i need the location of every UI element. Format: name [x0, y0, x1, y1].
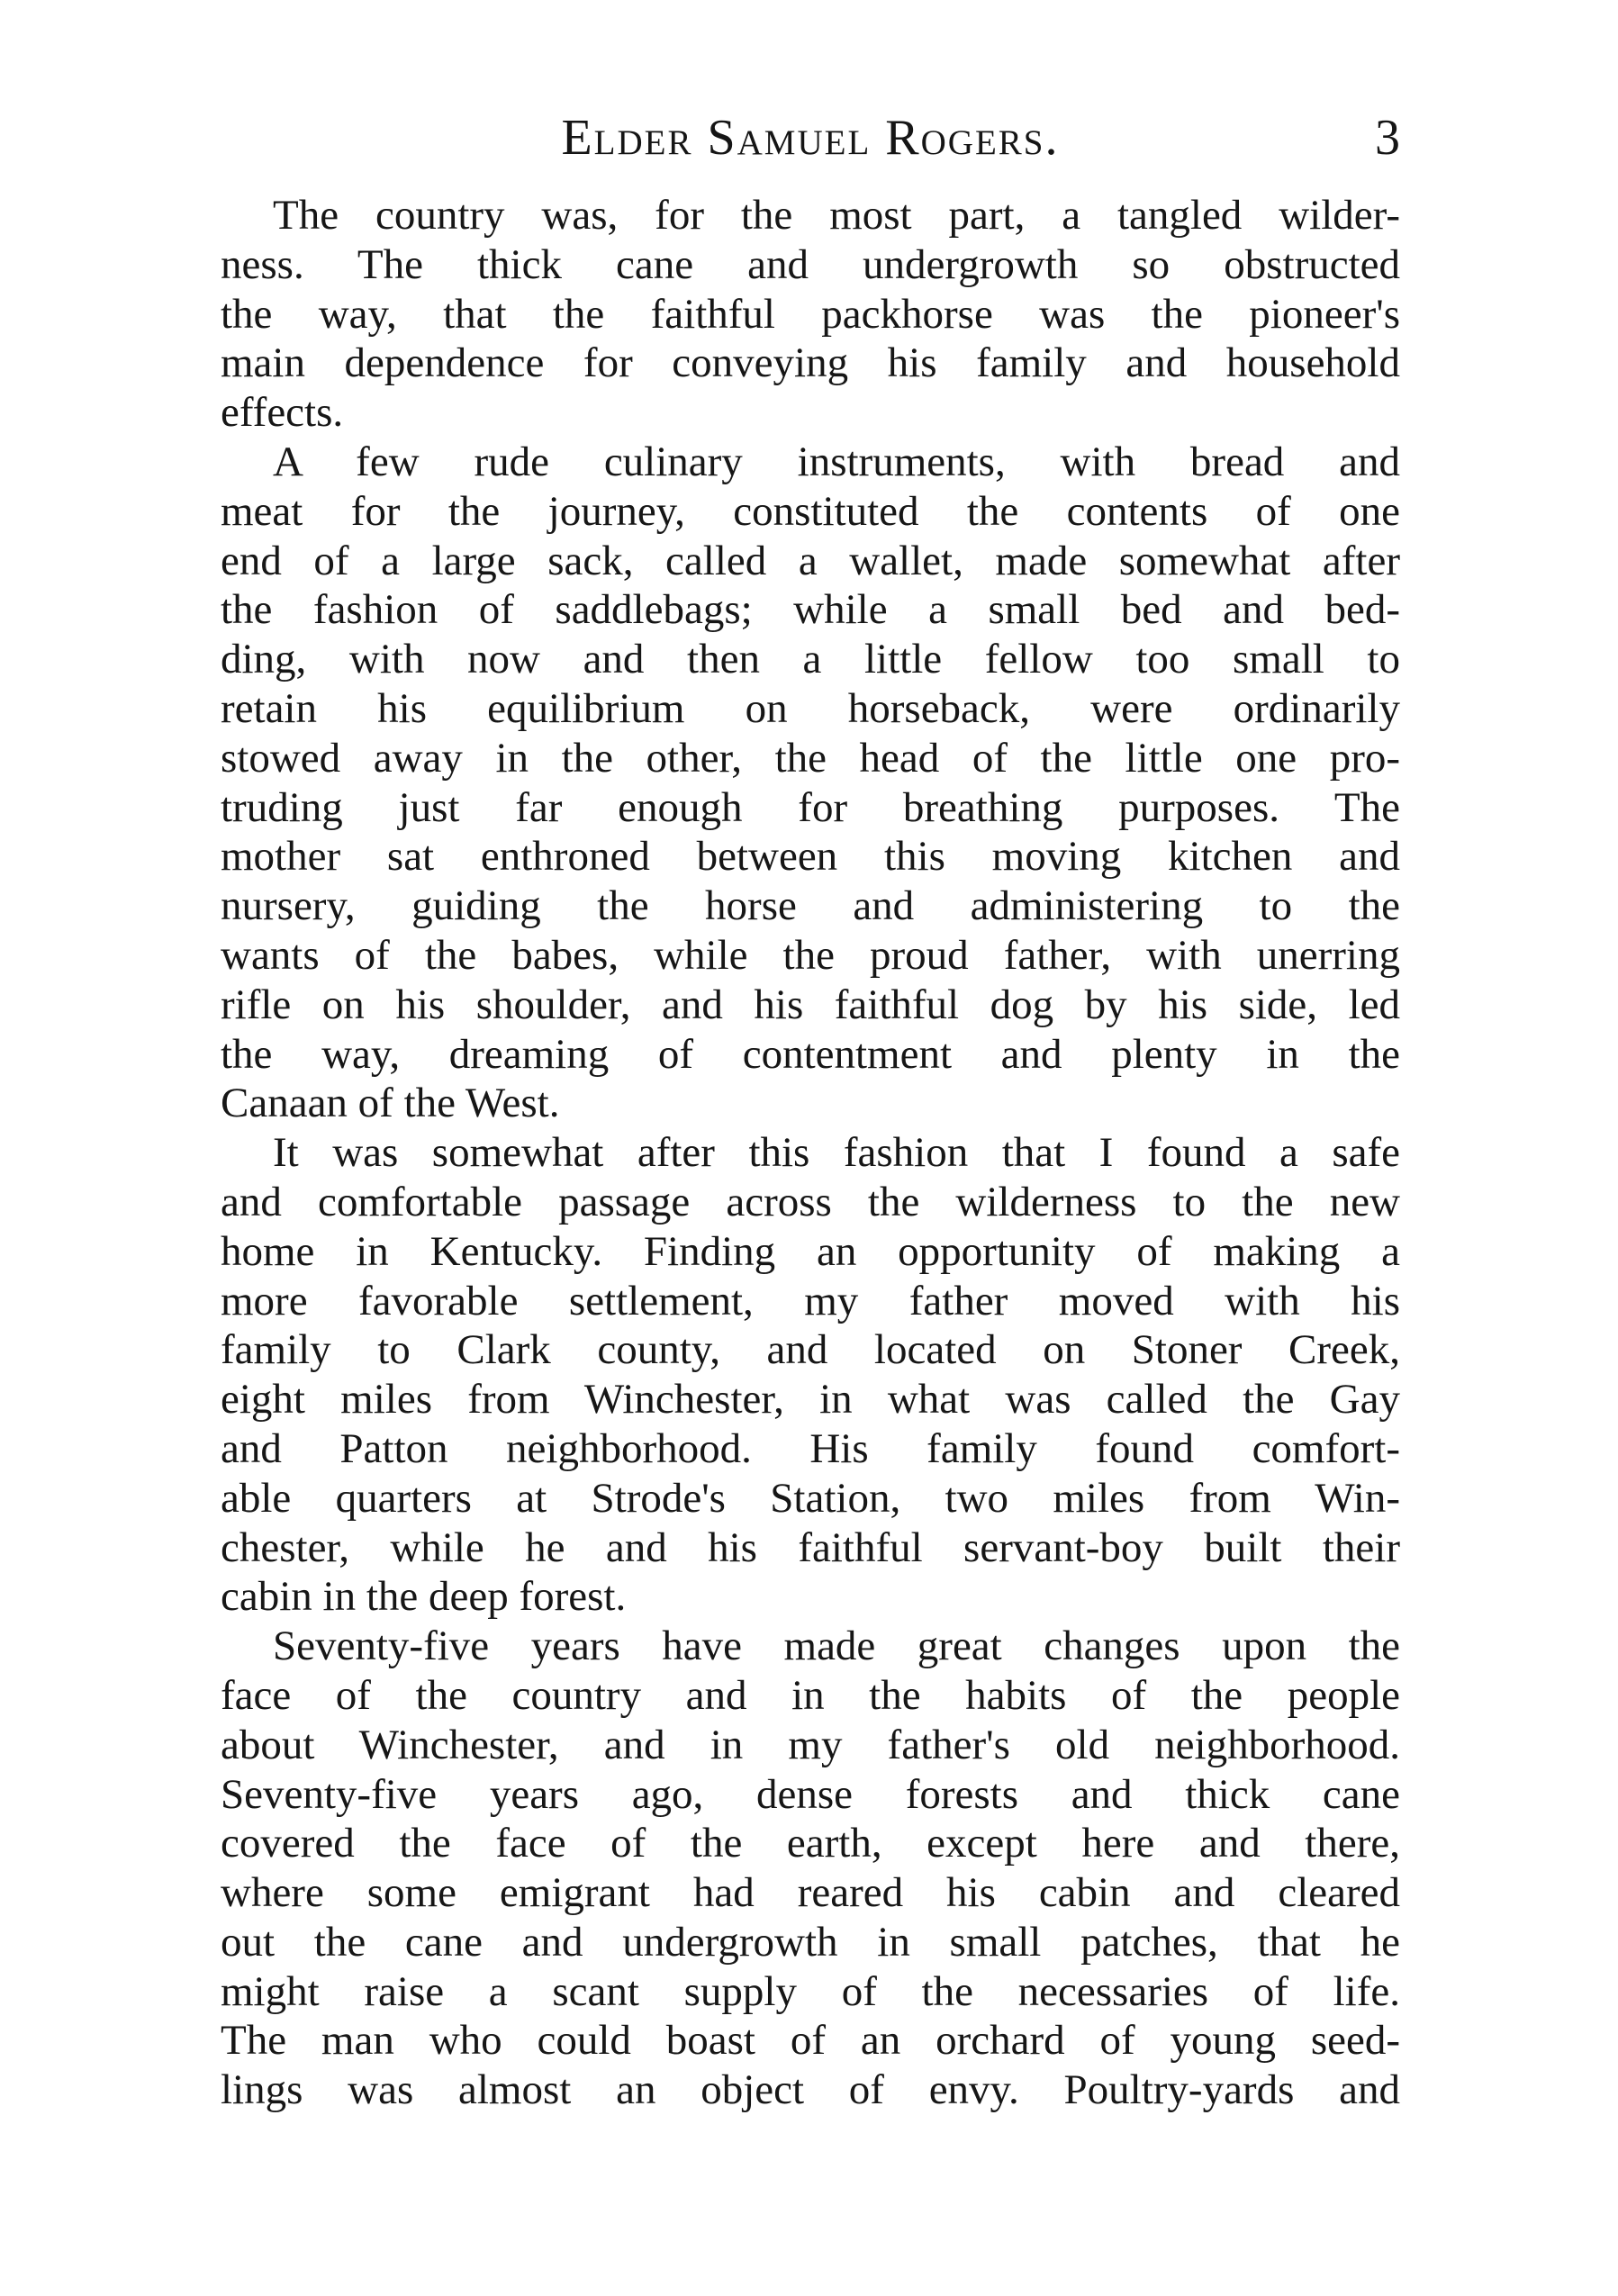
- text-line: stowed away in the other, the head of the little one pro-: [221, 734, 1400, 782]
- text-line: covered the face of the earth, except here and there,: [221, 1820, 1400, 1867]
- text-line: The man who could boast of an orchard of young seed-: [221, 2017, 1400, 2065]
- text-line: Seventy-five years have made great changes upon the: [273, 1623, 1400, 1670]
- paragraph-3: [221, 1128, 1400, 1622]
- page-number: 3: [1375, 110, 1400, 166]
- text-line: rifle on his shoulder, and his faithful dog by his side, led: [221, 981, 1400, 1028]
- text-line: mother sat enthroned between this moving kitchen and: [221, 833, 1400, 881]
- text-line: nursery, guiding the horse and administering to the: [221, 882, 1400, 930]
- text-line: the fashion of saddlebags; while a small bed and bed-: [221, 586, 1400, 634]
- running-head: [221, 106, 1400, 169]
- text-line: home in Kentucky. Finding an opportunity of making a: [221, 1227, 1400, 1275]
- text-line: eight miles from Winchester, in what was called the Gay: [221, 1376, 1400, 1424]
- text-line: ness. The thick cane and undergrowth so obstructed: [221, 240, 1400, 288]
- text-line: chester, while he and his faithful servant-boy built their: [221, 1523, 1400, 1571]
- paragraph-1: [221, 191, 1400, 438]
- text-line: wants of the babes, while the proud father, with unerring: [221, 931, 1400, 979]
- text-line: ding, with now and then a little fellow too small to: [221, 636, 1400, 683]
- text-line: face of the country and in the habits of the people: [221, 1671, 1400, 1719]
- text-line: The country was, for the most part, a tangled wilder-: [273, 192, 1400, 239]
- text-line: main dependence for conveying his family and household: [221, 339, 1400, 387]
- text-line: the way, dreaming of contentment and plenty in the: [221, 1030, 1400, 1078]
- text-line: where some emigrant had reared his cabin and cleared: [221, 1869, 1400, 1917]
- text-line: the way, that the faithful packhorse was the pioneer's: [221, 290, 1400, 338]
- text-line: lings was almost an object of envy. Poultry-yards and: [221, 2066, 1400, 2114]
- text-line: end of a large sack, called a wallet, made somewhat after: [221, 537, 1400, 584]
- text-line: truding just far enough for breathing purposes. The: [221, 783, 1400, 831]
- paragraph-4: [221, 1622, 1400, 2115]
- running-title: Elder Samuel Rogers.: [561, 110, 1060, 166]
- text-line: more favorable settlement, my father moved with his: [221, 1277, 1400, 1324]
- text-line: effects.: [221, 389, 344, 437]
- text-line: and Patton neighborhood. His family found comfort-: [221, 1424, 1400, 1472]
- text-line: out the cane and undergrowth in small patches, that he: [221, 1918, 1400, 1966]
- text-line: cabin in the deep forest.: [221, 1573, 627, 1621]
- text-line: meat for the journey, constituted the contents of one: [221, 487, 1400, 535]
- text-line: about Winchester, and in my father's old neighborhood.: [221, 1721, 1400, 1768]
- paragraph-2: [221, 438, 1400, 1128]
- text-line: retain his equilibrium on horseback, were ordinarily: [221, 684, 1400, 732]
- body-text: [221, 191, 1400, 2115]
- text-line: Canaan of the West.: [221, 1080, 560, 1127]
- text-line: might raise a scant supply of the necessaries of life.: [221, 1967, 1400, 2015]
- text-line: able quarters at Strode's Station, two miles from Win-: [221, 1474, 1400, 1522]
- text-line: It was somewhat after this fashion that I found a safe: [273, 1129, 1400, 1177]
- text-line: family to Clark county, and located on Stoner Creek,: [221, 1326, 1400, 1374]
- text-line: Seventy-five years ago, dense forests and thick cane: [221, 1770, 1400, 1818]
- text-line: A few rude culinary instruments, with bread and: [273, 438, 1400, 485]
- text-line: and comfortable passage across the wilderness to the new: [221, 1178, 1400, 1225]
